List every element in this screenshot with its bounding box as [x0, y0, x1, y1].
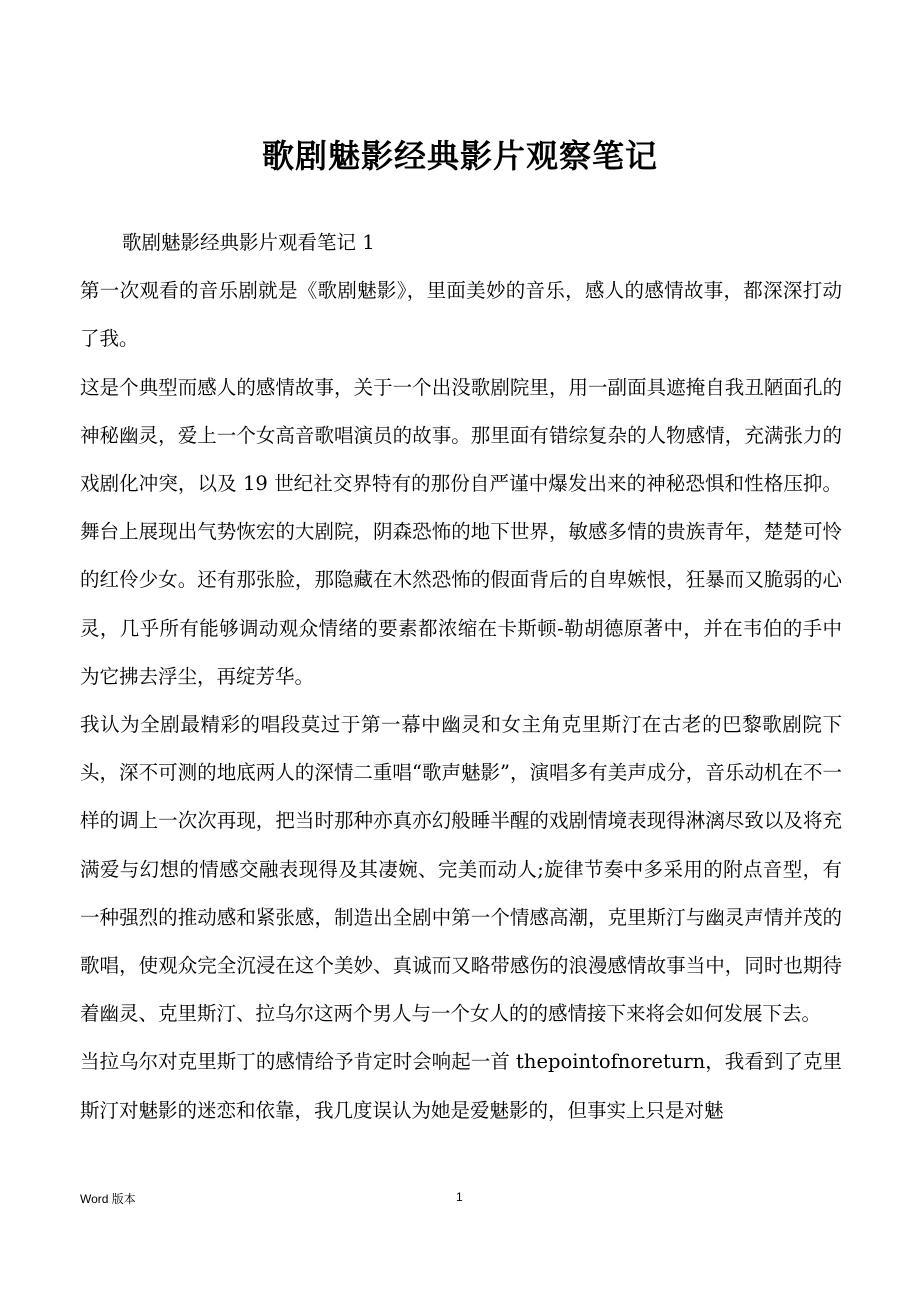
footer-version-label: Word 版本: [80, 1192, 136, 1206]
page-title: 歌剧魅影经典影片观察笔记: [261, 137, 658, 175]
footer-page-number: 1: [456, 1190, 463, 1204]
paragraph-1: 第一次观看的音乐剧就是《歌剧魅影》，里面美妙的音乐，感人的感情故事，都深深打动了我。: [80, 279, 842, 351]
paragraph-3: 我认为全剧最精彩的唱段莫过于第一幕中幽灵和女主角克里斯汀在古老的巴黎歌剧院下头，深不可测的地底两人的深情二重唱“歌声魅影”，演唱多有美声成分，音乐动机在不一样的调上一次次再现，把当时那种亦真亦幻般睡半醒的戏剧情境表现得淋漓尽致以及将充满爱与幻想的情感交融表现得及其凄婉、完美而动人;旋律节奏中多采用的附点音型，有一种强烈的推动感和紧张感，制造出全剧中第一个情感高潮，克里斯汀与幽灵声情并茂的歌唱，使观众完全沉浸在这个美妙、真诚而又略带感伤的浪漫感情故事当中，同时也期待着幽灵、克里斯汀、拉乌尔这两个男人与一个女人的的感情接下来将会如何发展下去。: [80, 713, 842, 1026]
paragraph-2: 这是个典型而感人的感情故事，关于一个出没歌剧院里，用一副面具遮掩自我丑陋面孔的神秘幽灵，爱上一个女高音歌唱演员的故事。那里面有错综复杂的人物感情，充满张力的戏剧化冲突，以及 19 世纪社交界特有的那份自严谨中爆发出来的神秘恐惧和性格压抑。舞台上展现出气势恢宏的大剧院，阴森恐怖的地下世界，敏感多情的贵族青年，楚楚可怜的红伶少女。还有那张脸，那隐藏在木然恐怖的假面背后的自卑嫉恨，狂暴而又脆弱的心灵，几乎所有能够调动观众情绪的要素都浓缩在卡斯顿-勒胡德原著中，并在韦伯的手中为它拂去浮尘，再绽芳华。: [80, 375, 842, 688]
section-subtitle: 歌剧魅影经典影片观看笔记 1: [122, 231, 375, 254]
document-body: [80, 219, 842, 1135]
paragraph-4: 当拉乌尔对克里斯丁的感情给予肯定时会响起一首 thepointofnoreturn，我看到了克里斯汀对魅影的迷恋和依靠，我几度误认为她是爱魅影的，但事实上只是对魅: [80, 1050, 842, 1122]
